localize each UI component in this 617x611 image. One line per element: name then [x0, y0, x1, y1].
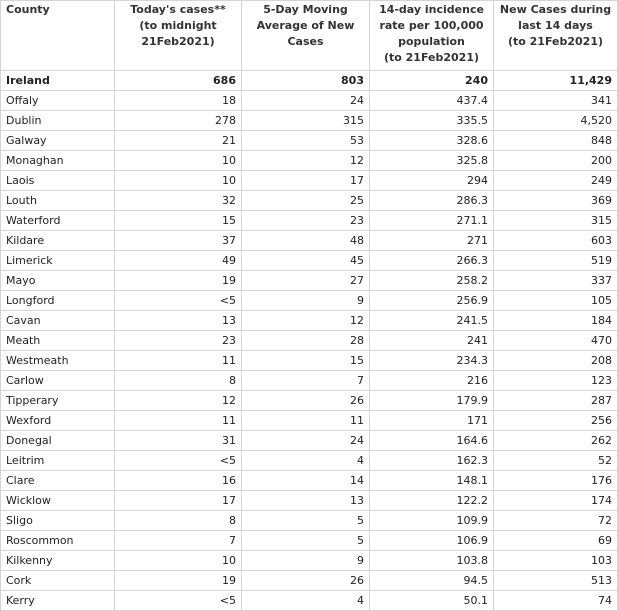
incidence-rate-cell: 162.3	[370, 451, 494, 471]
todays-cases-cell: <5	[115, 291, 242, 311]
moving-average-cell: 28	[242, 331, 370, 351]
county-name: Carlow	[1, 371, 115, 391]
table-row	[1, 411, 617, 431]
todays-cases-cell: 49	[115, 251, 242, 271]
new-cases-cell: 249	[494, 171, 617, 191]
county-name: Tipperary	[1, 391, 115, 411]
todays-cases-cell: 19	[115, 571, 242, 591]
table-row	[1, 131, 617, 151]
incidence-rate-cell: 328.6	[370, 131, 494, 151]
new-cases-cell: 287	[494, 391, 617, 411]
table-row	[1, 431, 617, 451]
header-line: Average of New	[247, 18, 364, 34]
incidence-rate-cell: 171	[370, 411, 494, 431]
county-name: Louth	[1, 191, 115, 211]
new-cases-cell: 513	[494, 571, 617, 591]
incidence-rate-cell: 234.3	[370, 351, 494, 371]
county-name: Cavan	[1, 311, 115, 331]
todays-cases-cell: 10	[115, 171, 242, 191]
new-cases-cell: 470	[494, 331, 617, 351]
todays-cases-cell: 8	[115, 371, 242, 391]
county-name: Clare	[1, 471, 115, 491]
todays-cases-cell: 17	[115, 491, 242, 511]
todays-cases-cell: 278	[115, 111, 242, 131]
moving-average-cell: 53	[242, 131, 370, 151]
new-cases-cell: 4,520	[494, 111, 617, 131]
new-cases-cell: 262	[494, 431, 617, 451]
moving-average-cell: 24	[242, 91, 370, 111]
header-county: County	[1, 1, 115, 71]
new-cases-cell: 69	[494, 531, 617, 551]
new-cases-cell: 848	[494, 131, 617, 151]
county-name: Meath	[1, 331, 115, 351]
incidence-rate-cell: 335.5	[370, 111, 494, 131]
moving-average-cell: 9	[242, 291, 370, 311]
moving-average-cell: 26	[242, 571, 370, 591]
county-name: Limerick	[1, 251, 115, 271]
new-cases-cell: 200	[494, 151, 617, 171]
header-line: rate per 100,000	[375, 18, 488, 34]
new-cases-cell: 519	[494, 251, 617, 271]
moving-average-cell: 15	[242, 351, 370, 371]
new-cases-cell: 315	[494, 211, 617, 231]
incidence-rate-cell: 240	[370, 71, 494, 91]
county-name: Longford	[1, 291, 115, 311]
moving-average-cell: 25	[242, 191, 370, 211]
incidence-rate-cell: 266.3	[370, 251, 494, 271]
moving-average-cell: 9	[242, 551, 370, 571]
moving-average-cell: 12	[242, 151, 370, 171]
header-line: last 14 days	[499, 18, 612, 34]
new-cases-cell: 341	[494, 91, 617, 111]
header-row	[1, 1, 617, 71]
header-line: Today's cases**	[120, 2, 236, 18]
incidence-rate-cell: 103.8	[370, 551, 494, 571]
header-incidence-rate	[370, 1, 494, 71]
moving-average-cell: 12	[242, 311, 370, 331]
table-row	[1, 591, 617, 611]
county-name: Dublin	[1, 111, 115, 131]
header-line: population	[375, 34, 488, 50]
todays-cases-cell: 37	[115, 231, 242, 251]
county-name: Wicklow	[1, 491, 115, 511]
incidence-rate-cell: 241.5	[370, 311, 494, 331]
total-row	[1, 71, 617, 91]
table-row	[1, 351, 617, 371]
table-row	[1, 371, 617, 391]
new-cases-cell: 337	[494, 271, 617, 291]
table-row	[1, 231, 617, 251]
moving-average-cell: 26	[242, 391, 370, 411]
county-name: Kildare	[1, 231, 115, 251]
todays-cases-cell: 13	[115, 311, 242, 331]
county-name: Galway	[1, 131, 115, 151]
moving-average-cell: 315	[242, 111, 370, 131]
table-row	[1, 471, 617, 491]
header-line: (to 21Feb2021)	[499, 34, 612, 50]
county-name: Laois	[1, 171, 115, 191]
moving-average-cell: 14	[242, 471, 370, 491]
table-row	[1, 111, 617, 131]
table-row	[1, 531, 617, 551]
todays-cases-cell: 10	[115, 551, 242, 571]
header-line: (to 21Feb2021)	[375, 50, 488, 66]
moving-average-cell: 5	[242, 511, 370, 531]
todays-cases-cell: 18	[115, 91, 242, 111]
county-name: Leitrim	[1, 451, 115, 471]
new-cases-cell: 123	[494, 371, 617, 391]
incidence-rate-cell: 256.9	[370, 291, 494, 311]
header-moving-average	[242, 1, 370, 71]
county-name: Mayo	[1, 271, 115, 291]
moving-average-cell: 7	[242, 371, 370, 391]
table-row	[1, 191, 617, 211]
table-row	[1, 511, 617, 531]
moving-average-cell: 4	[242, 451, 370, 471]
moving-average-cell: 45	[242, 251, 370, 271]
new-cases-cell: 603	[494, 231, 617, 251]
table-row	[1, 571, 617, 591]
incidence-rate-cell: 106.9	[370, 531, 494, 551]
table-row	[1, 171, 617, 191]
table-row	[1, 331, 617, 351]
table-row	[1, 551, 617, 571]
county-name: Cork	[1, 571, 115, 591]
todays-cases-cell: 21	[115, 131, 242, 151]
new-cases-cell: 72	[494, 511, 617, 531]
table-row	[1, 251, 617, 271]
incidence-rate-cell: 286.3	[370, 191, 494, 211]
incidence-rate-cell: 148.1	[370, 471, 494, 491]
new-cases-cell: 103	[494, 551, 617, 571]
incidence-rate-cell: 94.5	[370, 571, 494, 591]
header-line: New Cases during	[499, 2, 612, 18]
county-name: Donegal	[1, 431, 115, 451]
county-name: Waterford	[1, 211, 115, 231]
todays-cases-cell: 11	[115, 351, 242, 371]
new-cases-cell: 52	[494, 451, 617, 471]
new-cases-cell: 184	[494, 311, 617, 331]
incidence-rate-cell: 122.2	[370, 491, 494, 511]
todays-cases-cell: 31	[115, 431, 242, 451]
new-cases-cell: 208	[494, 351, 617, 371]
moving-average-cell: 17	[242, 171, 370, 191]
table-row	[1, 451, 617, 471]
todays-cases-cell: 7	[115, 531, 242, 551]
new-cases-cell: 11,429	[494, 71, 617, 91]
todays-cases-cell: 32	[115, 191, 242, 211]
incidence-rate-cell: 325.8	[370, 151, 494, 171]
todays-cases-cell: 12	[115, 391, 242, 411]
incidence-rate-cell: 437.4	[370, 91, 494, 111]
county-name: Roscommon	[1, 531, 115, 551]
todays-cases-cell: 686	[115, 71, 242, 91]
new-cases-cell: 176	[494, 471, 617, 491]
table-row	[1, 91, 617, 111]
new-cases-cell: 105	[494, 291, 617, 311]
new-cases-cell: 74	[494, 591, 617, 611]
moving-average-cell: 24	[242, 431, 370, 451]
table-body	[1, 71, 617, 611]
incidence-rate-cell: 241	[370, 331, 494, 351]
moving-average-cell: 23	[242, 211, 370, 231]
moving-average-cell: 13	[242, 491, 370, 511]
todays-cases-cell: 11	[115, 411, 242, 431]
county-name: Westmeath	[1, 351, 115, 371]
todays-cases-cell: 23	[115, 331, 242, 351]
header-line: 5-Day Moving	[247, 2, 364, 18]
moving-average-cell: 4	[242, 591, 370, 611]
table-row	[1, 311, 617, 331]
county-name: Kilkenny	[1, 551, 115, 571]
header-line: Cases	[247, 34, 364, 50]
header-line: 21Feb2021)	[120, 34, 236, 50]
incidence-rate-cell: 164.6	[370, 431, 494, 451]
todays-cases-cell: 10	[115, 151, 242, 171]
header-todays-cases	[115, 1, 242, 71]
new-cases-cell: 256	[494, 411, 617, 431]
moving-average-cell: 803	[242, 71, 370, 91]
incidence-rate-cell: 50.1	[370, 591, 494, 611]
incidence-rate-cell: 271.1	[370, 211, 494, 231]
todays-cases-cell: <5	[115, 451, 242, 471]
incidence-rate-cell: 179.9	[370, 391, 494, 411]
incidence-rate-cell: 216	[370, 371, 494, 391]
county-name: Offaly	[1, 91, 115, 111]
county-name: Sligo	[1, 511, 115, 531]
incidence-rate-cell: 258.2	[370, 271, 494, 291]
todays-cases-cell: 16	[115, 471, 242, 491]
table-row	[1, 271, 617, 291]
moving-average-cell: 27	[242, 271, 370, 291]
todays-cases-cell: 15	[115, 211, 242, 231]
moving-average-cell: 48	[242, 231, 370, 251]
header-new-cases	[494, 1, 617, 71]
incidence-rate-cell: 294	[370, 171, 494, 191]
moving-average-cell: 11	[242, 411, 370, 431]
header-line: (to midnight	[120, 18, 236, 34]
new-cases-cell: 369	[494, 191, 617, 211]
header-line: 14-day incidence	[375, 2, 488, 18]
moving-average-cell: 5	[242, 531, 370, 551]
incidence-rate-cell: 109.9	[370, 511, 494, 531]
todays-cases-cell: 8	[115, 511, 242, 531]
table-header	[1, 1, 617, 71]
table-row	[1, 151, 617, 171]
table-row	[1, 391, 617, 411]
todays-cases-cell: <5	[115, 591, 242, 611]
new-cases-cell: 174	[494, 491, 617, 511]
county-name: Monaghan	[1, 151, 115, 171]
table-row	[1, 291, 617, 311]
table-row	[1, 211, 617, 231]
county-name: Wexford	[1, 411, 115, 431]
county-name: Ireland	[1, 71, 115, 91]
table-row	[1, 491, 617, 511]
incidence-rate-cell: 271	[370, 231, 494, 251]
todays-cases-cell: 19	[115, 271, 242, 291]
county-name: Kerry	[1, 591, 115, 611]
